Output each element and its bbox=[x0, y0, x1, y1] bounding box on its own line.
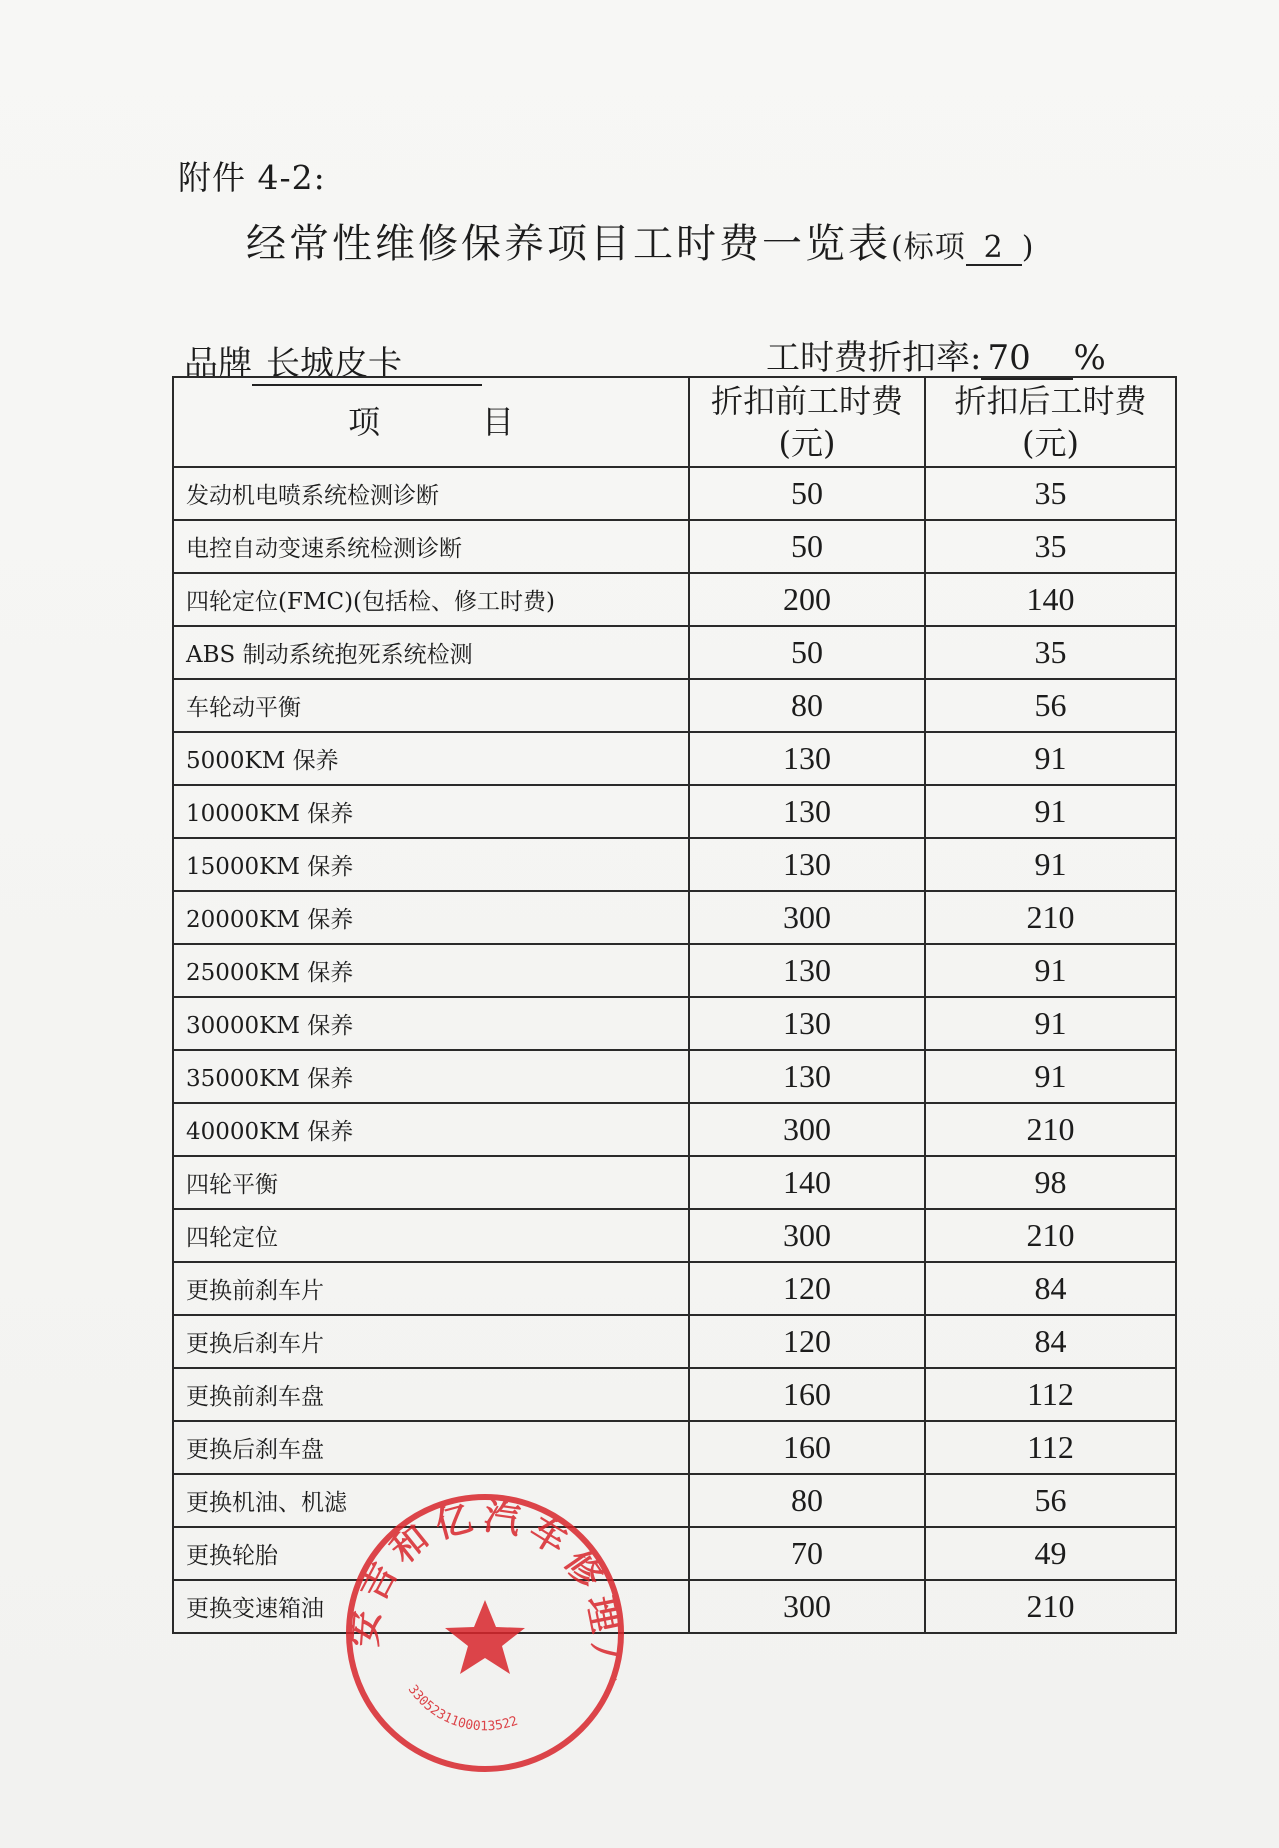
row-item: 20000KM 保养 bbox=[173, 891, 689, 944]
row-before-discount: 130 bbox=[689, 785, 925, 838]
table-row bbox=[173, 944, 1176, 997]
row-item: 40000KM 保养 bbox=[173, 1103, 689, 1156]
table-row bbox=[173, 1103, 1176, 1156]
row-item: 更换前刹车片 bbox=[173, 1262, 689, 1315]
table-row bbox=[173, 679, 1176, 732]
row-after-discount: 91 bbox=[925, 1050, 1176, 1103]
row-before-discount: 160 bbox=[689, 1421, 925, 1474]
bid-label bbox=[891, 230, 1034, 265]
table-row bbox=[173, 1474, 1176, 1527]
row-before-discount: 50 bbox=[689, 467, 925, 520]
row-before-discount: 50 bbox=[689, 520, 925, 573]
table-header-row bbox=[173, 377, 1176, 467]
table-row bbox=[173, 573, 1176, 626]
table-row bbox=[173, 1209, 1176, 1262]
row-after-discount: 210 bbox=[925, 1103, 1176, 1156]
discount-label: 工时费折扣率: bbox=[766, 338, 982, 378]
table-row bbox=[173, 1580, 1176, 1633]
row-item: 更换机油、机滤 bbox=[173, 1474, 689, 1527]
table-row bbox=[173, 1262, 1176, 1315]
seal-text: 安吉和亿汽车修理厂 bbox=[344, 1496, 626, 1685]
row-before-discount: 130 bbox=[689, 838, 925, 891]
star-icon bbox=[445, 1600, 525, 1674]
labor-fee-table bbox=[172, 376, 1177, 1634]
discount-rate-field bbox=[766, 330, 1106, 380]
row-before-discount: 160 bbox=[689, 1368, 925, 1421]
discount-unit: % bbox=[1073, 338, 1106, 378]
header-before-line1: 折扣前工时费 bbox=[710, 382, 903, 420]
table-row bbox=[173, 1156, 1176, 1209]
table-row bbox=[173, 732, 1176, 785]
row-after-discount: 91 bbox=[925, 838, 1176, 891]
row-after-discount: 112 bbox=[925, 1421, 1176, 1474]
row-before-discount: 140 bbox=[689, 1156, 925, 1209]
table-row bbox=[173, 626, 1176, 679]
table-row bbox=[173, 1315, 1176, 1368]
row-before-discount: 130 bbox=[689, 1050, 925, 1103]
row-item: 四轮定位 bbox=[173, 1209, 689, 1262]
table-row bbox=[173, 891, 1176, 944]
row-after-discount: 91 bbox=[925, 785, 1176, 838]
table-row bbox=[173, 1421, 1176, 1474]
header-before-discount bbox=[689, 377, 925, 467]
row-item: 25000KM 保养 bbox=[173, 944, 689, 997]
row-item: 车轮动平衡 bbox=[173, 679, 689, 732]
row-before-discount: 300 bbox=[689, 1209, 925, 1262]
table-row bbox=[173, 1368, 1176, 1421]
bid-prefix: (标项 bbox=[891, 230, 966, 265]
row-after-discount: 84 bbox=[925, 1262, 1176, 1315]
title-main: 经常性维修保养项目工时费一览表 bbox=[246, 221, 891, 267]
row-before-discount: 80 bbox=[689, 1474, 925, 1527]
table-row bbox=[173, 838, 1176, 891]
row-before-discount: 200 bbox=[689, 573, 925, 626]
row-item: 更换变速箱油 bbox=[173, 1580, 689, 1633]
brand-value: 长城皮卡 bbox=[252, 345, 482, 386]
table-row bbox=[173, 785, 1176, 838]
row-before-discount: 120 bbox=[689, 1262, 925, 1315]
row-before-discount: 300 bbox=[689, 1103, 925, 1156]
attachment-label: 附件 4-2: bbox=[178, 158, 326, 197]
row-before-discount: 130 bbox=[689, 997, 925, 1050]
row-item: 35000KM 保养 bbox=[173, 1050, 689, 1103]
header-item-text: 项 目 bbox=[348, 403, 514, 441]
bid-suffix: ) bbox=[1021, 230, 1035, 265]
row-after-discount: 210 bbox=[925, 1580, 1176, 1633]
row-item: 电控自动变速系统检测诊断 bbox=[173, 520, 689, 573]
header-before-line2: (元) bbox=[778, 424, 836, 462]
row-after-discount: 91 bbox=[925, 997, 1176, 1050]
row-item: 更换前刹车盘 bbox=[173, 1368, 689, 1421]
row-before-discount: 130 bbox=[689, 944, 925, 997]
row-item: 四轮平衡 bbox=[173, 1156, 689, 1209]
row-after-discount: 91 bbox=[925, 732, 1176, 785]
header-after-line1: 折扣后工时费 bbox=[954, 382, 1147, 420]
row-item: 四轮定位(FMC)(包括检、修工时费) bbox=[173, 573, 689, 626]
row-after-discount: 84 bbox=[925, 1315, 1176, 1368]
brand-label: 品牌 bbox=[184, 344, 252, 384]
row-after-discount: 210 bbox=[925, 891, 1176, 944]
company-seal bbox=[340, 1488, 630, 1778]
table-row bbox=[173, 520, 1176, 573]
row-item: 5000KM 保养 bbox=[173, 732, 689, 785]
row-item: 15000KM 保养 bbox=[173, 838, 689, 891]
row-after-discount: 35 bbox=[925, 626, 1176, 679]
document-title bbox=[246, 212, 1034, 269]
row-item: 30000KM 保养 bbox=[173, 997, 689, 1050]
row-after-discount: 35 bbox=[925, 467, 1176, 520]
row-before-discount: 300 bbox=[689, 1580, 925, 1633]
row-before-discount: 70 bbox=[689, 1527, 925, 1580]
row-after-discount: 35 bbox=[925, 520, 1176, 573]
header-after-line2: (元) bbox=[1022, 424, 1079, 462]
row-item: 10000KM 保养 bbox=[173, 785, 689, 838]
discount-value: 70 bbox=[981, 339, 1073, 380]
row-item: 更换后刹车盘 bbox=[173, 1421, 689, 1474]
table-row bbox=[173, 467, 1176, 520]
row-before-discount: 300 bbox=[689, 891, 925, 944]
row-before-discount: 80 bbox=[689, 679, 925, 732]
row-after-discount: 91 bbox=[925, 944, 1176, 997]
row-after-discount: 210 bbox=[925, 1209, 1176, 1262]
row-after-discount: 49 bbox=[925, 1527, 1176, 1580]
row-before-discount: 120 bbox=[689, 1315, 925, 1368]
row-after-discount: 98 bbox=[925, 1156, 1176, 1209]
row-item: 发动机电喷系统检测诊断 bbox=[173, 467, 689, 520]
row-after-discount: 56 bbox=[925, 1474, 1176, 1527]
row-before-discount: 130 bbox=[689, 732, 925, 785]
table-row bbox=[173, 997, 1176, 1050]
row-after-discount: 112 bbox=[925, 1368, 1176, 1421]
bid-number: 2 bbox=[966, 231, 1022, 266]
table-row bbox=[173, 1050, 1176, 1103]
row-item: 更换轮胎 bbox=[173, 1527, 689, 1580]
table-body bbox=[173, 467, 1176, 1633]
row-after-discount: 140 bbox=[925, 573, 1176, 626]
header-item bbox=[173, 377, 689, 467]
table-row bbox=[173, 1527, 1176, 1580]
seal-code: 3305231100013522 bbox=[404, 1682, 520, 1735]
header-after-discount bbox=[925, 377, 1176, 467]
row-before-discount: 50 bbox=[689, 626, 925, 679]
row-after-discount: 56 bbox=[925, 679, 1176, 732]
row-item: 更换后刹车片 bbox=[173, 1315, 689, 1368]
row-item: ABS 制动系统抱死系统检测 bbox=[173, 626, 689, 679]
